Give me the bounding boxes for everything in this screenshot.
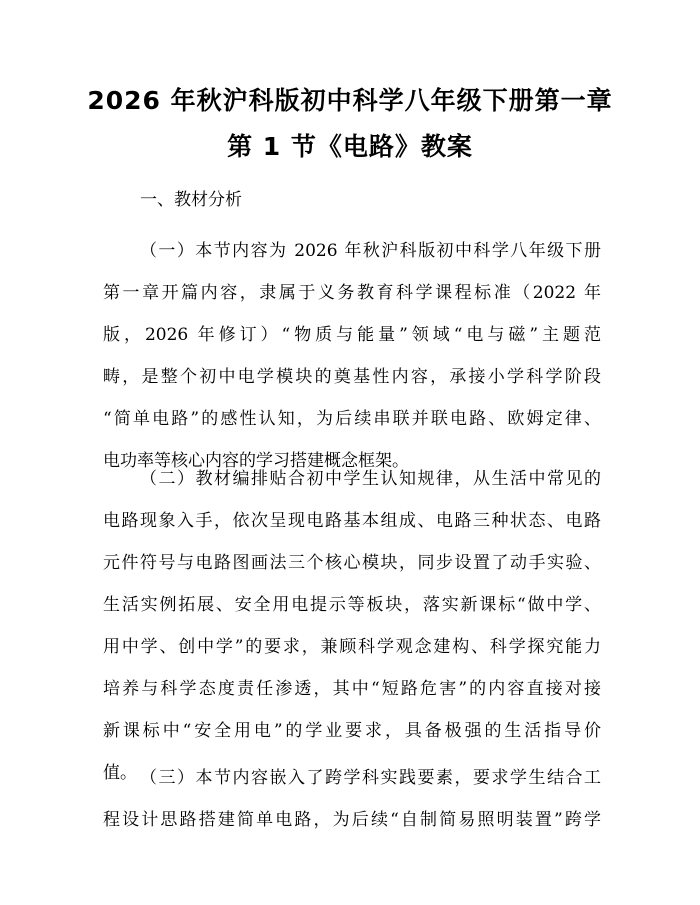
paragraph-line: “简单电路”的感性认知，为后续串联并联电路、欧姆定律、 — [103, 409, 601, 429]
paragraph-line: 元件符号与电路图画法三个核心模块，同步设置了动手实验、 — [103, 553, 601, 573]
paragraph-line: （一）本节内容为 2026 年秋沪科版初中科学八年级下册 — [140, 241, 601, 261]
document-title-line-1: 2026 年秋沪科版初中科学八年级下册第一章 — [87, 86, 613, 115]
paragraph-1 — [103, 230, 601, 482]
paragraph-line: 电路现象入手，依次呈现电路基本组成、电路三种状态、电路 — [103, 511, 601, 531]
paragraph-line: 值。 — [103, 763, 137, 783]
paragraph-line: 用中学、创中学”的要求，兼顾科学观念建构、科学探究能力 — [103, 637, 601, 657]
paragraph-line: （二）教材编排贴合初中学生认知规律，从生活中常见的 — [140, 469, 601, 489]
paragraph-line: 电功率等核心内容的学习搭建概念框架。 — [103, 451, 409, 471]
paragraph-3 — [103, 757, 601, 841]
document-title-line-2: 第 1 节《电路》教案 — [227, 132, 473, 161]
paragraph-line: 版，2026 年修订）“物质与能量”领域“电与磁”主题范 — [103, 325, 601, 345]
paragraph-2 — [103, 458, 601, 794]
paragraph-line: 培养与科学态度责任渗透，其中“短路危害”的内容直接对接 — [103, 679, 601, 699]
paragraph-line: （三）本节内容嵌入了跨学科实践要素，要求学生结合工 — [140, 768, 601, 788]
paragraph-line: 新课标中“安全用电”的学业要求，具备极强的生活指导价 — [103, 721, 601, 741]
paragraph-line: 生活实例拓展、安全用电提示等板块，落实新课标“做中学、 — [103, 595, 601, 615]
paragraph-line: 畴，是整个初中电学模块的奠基性内容，承接小学科学阶段 — [103, 367, 601, 387]
paragraph-line: 第一章开篇内容，隶属于义务教育科学课程标准（2022 年 — [103, 283, 601, 303]
paragraph-line: 程设计思路搭建简单电路，为后续“自制简易照明装置”跨学 — [103, 810, 601, 830]
section-heading: 一、教材分析 — [140, 190, 242, 210]
